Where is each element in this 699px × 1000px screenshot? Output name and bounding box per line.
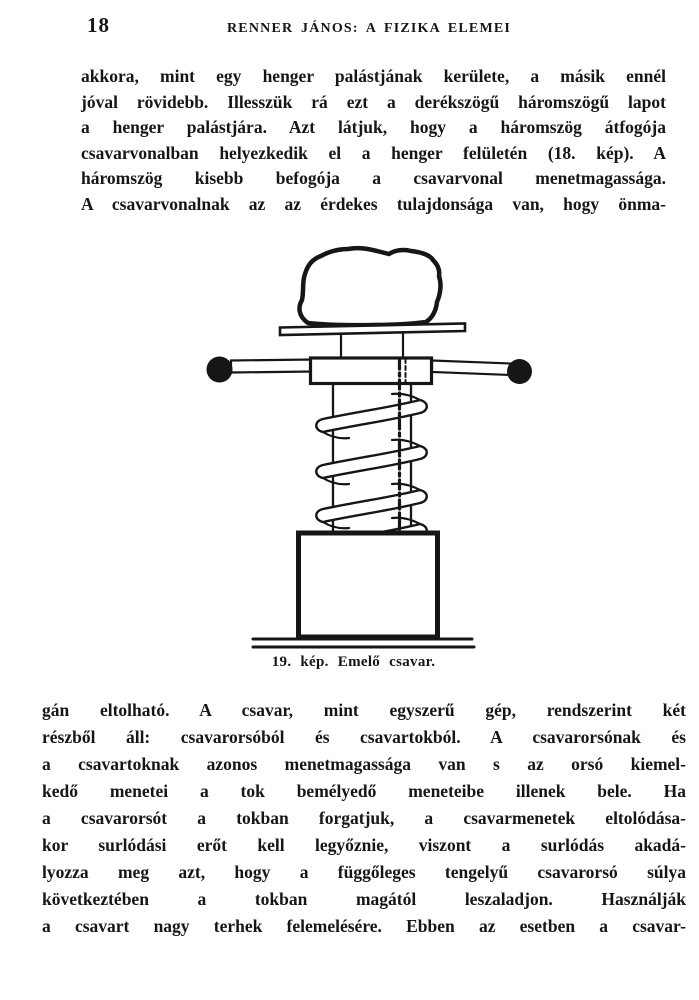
rock-load	[300, 248, 441, 325]
text-line: háromszög kisebb befogója a csavarvonal menetmagassága.	[81, 168, 666, 189]
figure-screw-jack-illustration	[190, 245, 540, 650]
figure-caption: 19. kép. Emelő csavar.	[271, 654, 436, 670]
page-number: 18	[87, 13, 110, 37]
spindle-stem	[341, 333, 403, 359]
screw-nut-block	[311, 358, 432, 384]
text-line: a henger palástjára. Azt látjuk, hogy a háromszög átfogója	[81, 117, 666, 138]
text-line: részből áll: csavarorsóból és csavartokból. A csavarorsónak és	[42, 727, 686, 747]
text-line: a csavarorsót a tokban forgatjuk, a csavarmenetek eltolódása-	[42, 808, 686, 828]
text-line: kedő menetei a tok bemélyedő meneteibe illenek bele. Ha	[42, 781, 686, 801]
text-line: következtében a tokban magától leszaladjon. Használják	[42, 889, 686, 909]
text-line: a csavartoknak azonos menetmagassága van s az orsó kiemel-	[42, 754, 686, 774]
text-line: gán eltolható. A csavar, mint egyszerű gép, rendszerint két	[42, 700, 686, 720]
handle-bar-left	[231, 360, 313, 373]
text-line: lyozza meg azt, hogy a függőleges tengelyű csavarorsó súlya	[42, 862, 686, 882]
paragraph-bottom	[42, 697, 686, 940]
text-line: a csavart nagy terhek felemelésére. Ebben az esetben a csavar-	[42, 916, 686, 936]
handle-knob-right	[507, 359, 532, 384]
handle-bar-right	[432, 361, 510, 376]
text-line: csavarvonalban helyezkedik el a henger felületén (18. kép). A	[81, 142, 666, 163]
text-line: akkora, mint egy henger palástjának kerülete, a másik ennél	[81, 66, 666, 86]
text-line: kor surlódási erőt kell legyőznie, viszont a surlódás akadá-	[42, 835, 686, 855]
paragraph-top	[81, 64, 666, 218]
handle-knob-left	[207, 357, 233, 383]
text-line: jóval rövidebb. Illesszük rá ezt a derékszögű háromszögű lapot	[81, 91, 666, 112]
base-block	[299, 533, 438, 637]
running-header: RENNER JÁNOS: A FIZIKA ELEMEI	[227, 21, 512, 36]
ground-line	[253, 639, 474, 647]
text-line: A csavarvonalnak az az érdekes tulajdonsága van, hogy önma-	[81, 193, 666, 214]
